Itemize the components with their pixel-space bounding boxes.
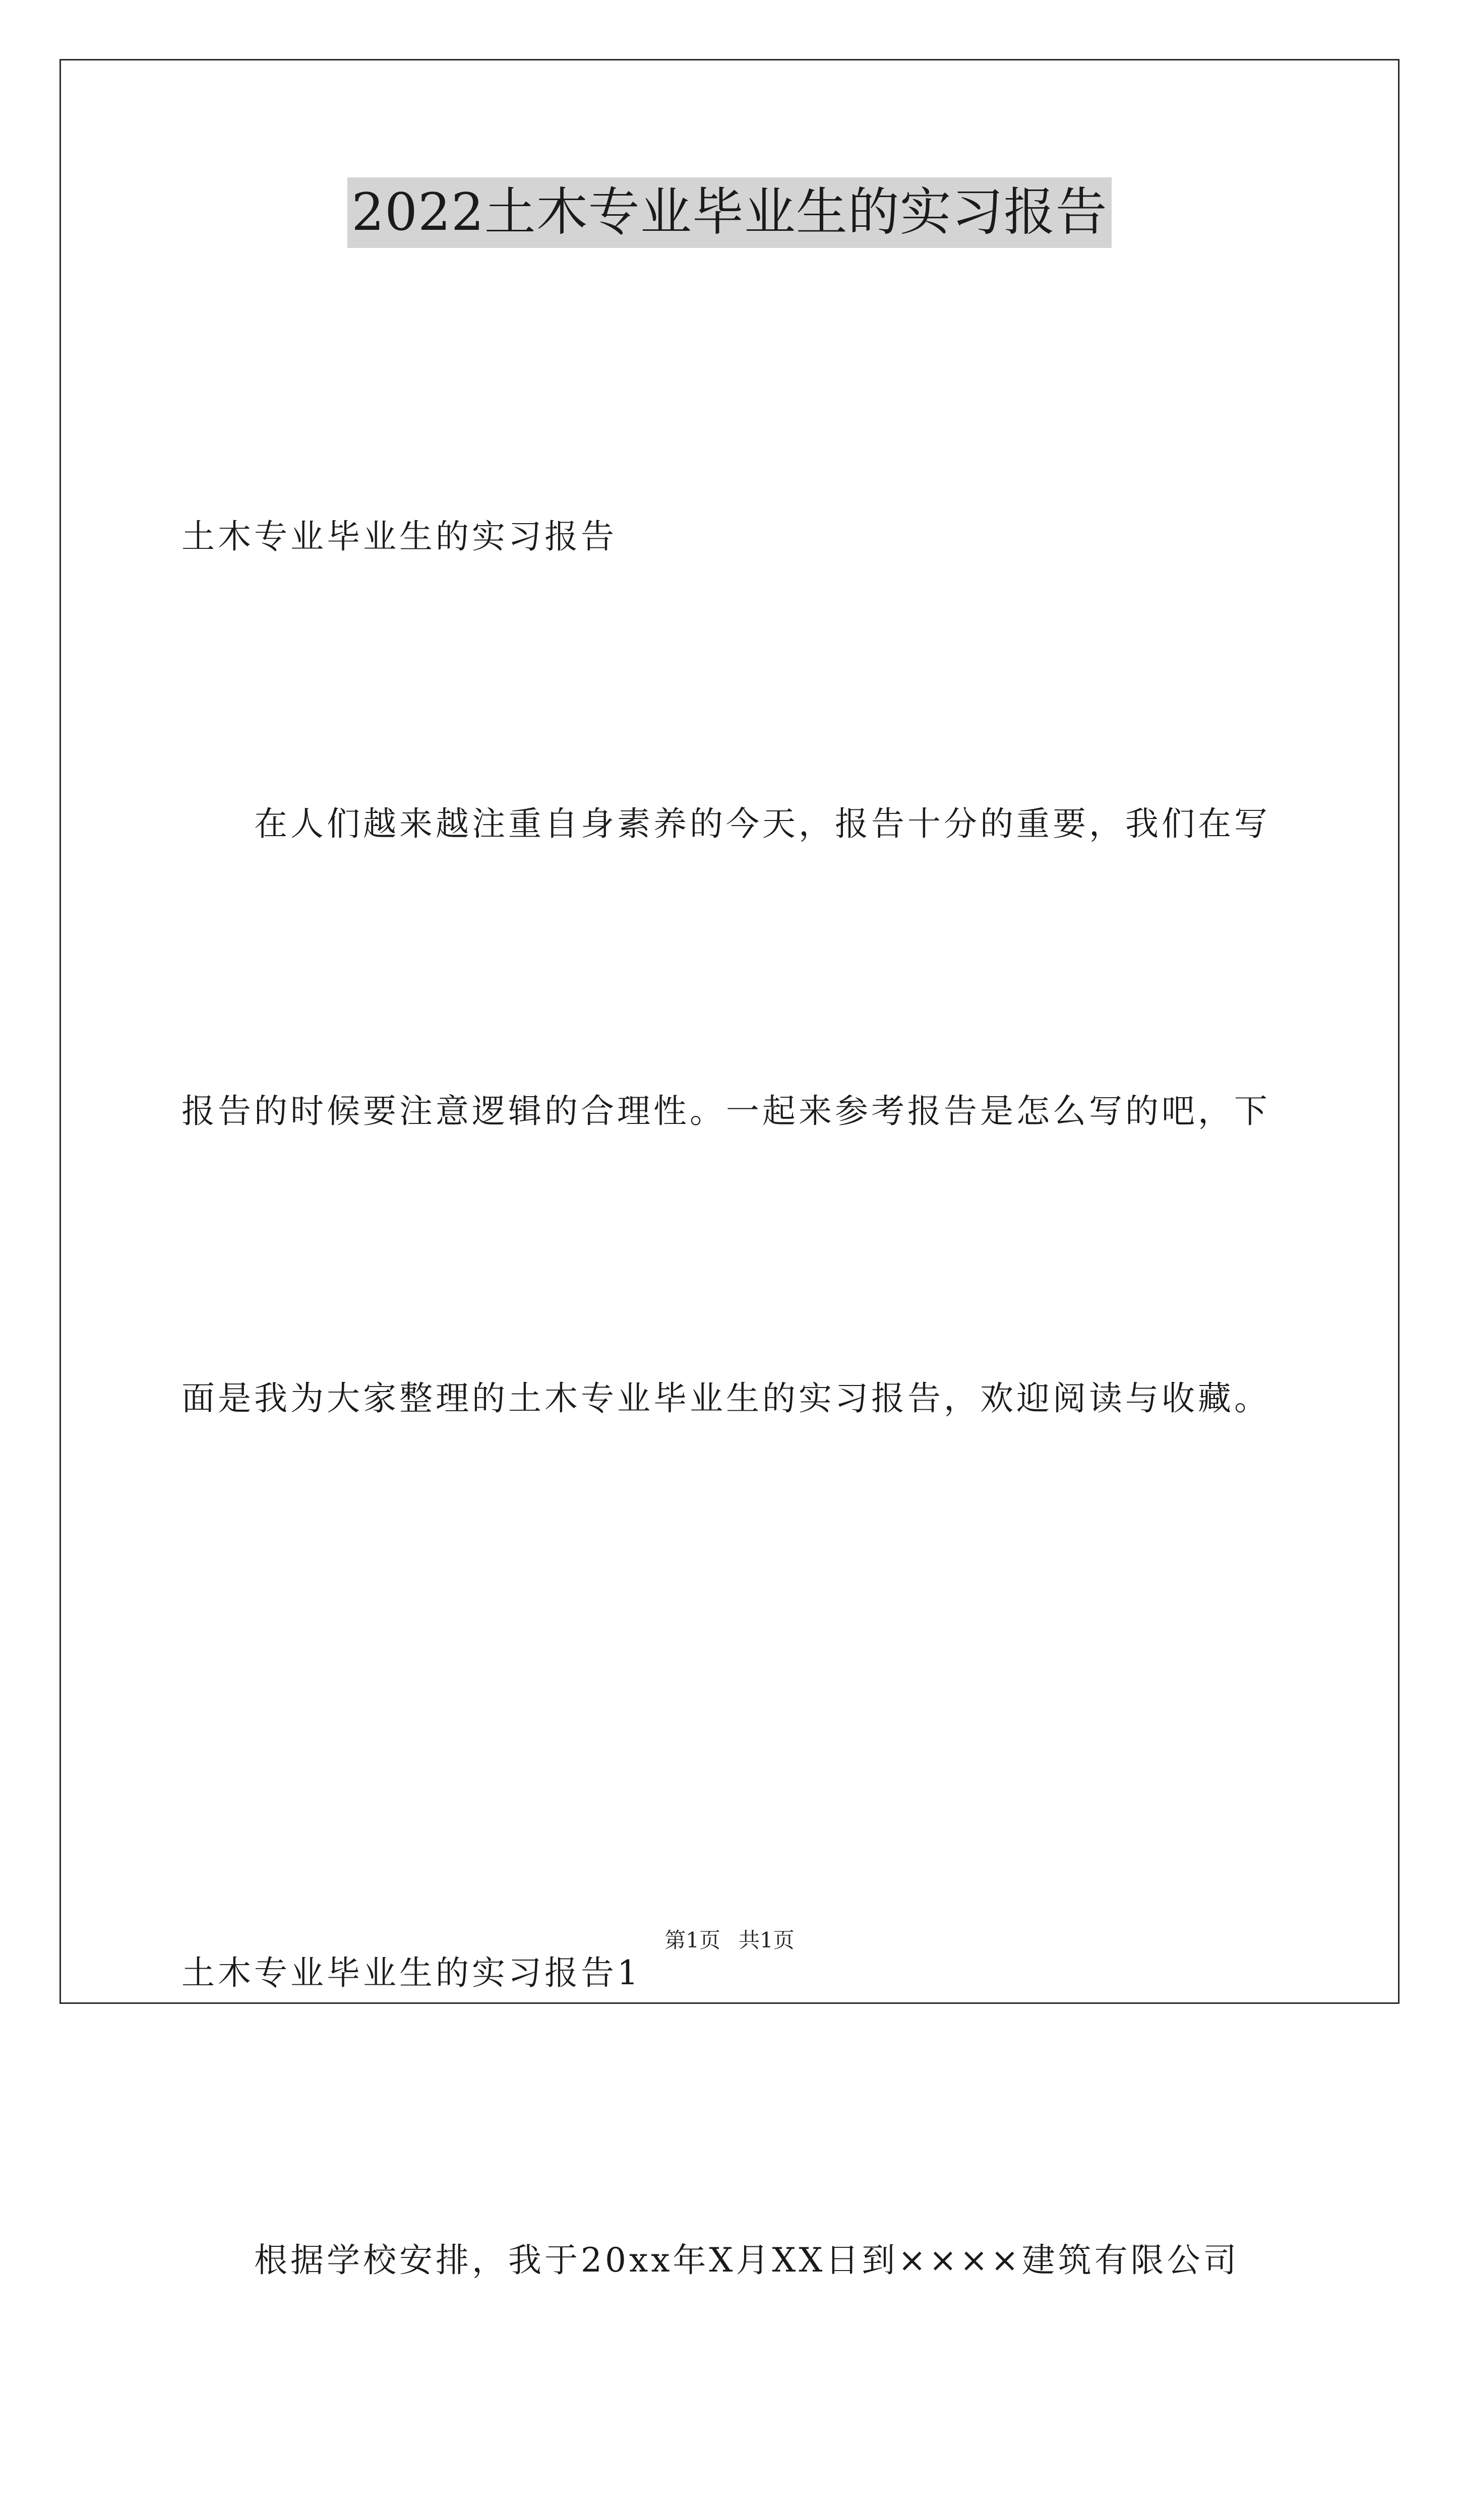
paragraph-line: 根据学校安排，我于20xx年X月XX日到××××建筑有限公司 <box>181 2241 1240 2280</box>
title-highlight: 2022土木专业毕业生的实习报告 <box>347 177 1112 248</box>
paragraph-line: 在人们越来越注重自身素养的今天，报告十分的重要，我们在写 <box>181 804 1270 843</box>
paragraph-line: 面是我为大家整理的土木专业毕业生的实习报告，欢迎阅读与收藏。 <box>181 1379 1270 1418</box>
blank-line <box>181 1638 1291 1734</box>
document-title <box>0 177 1459 248</box>
paragraph-line: 报告的时候要注意逻辑的合理性。一起来参考报告是怎么写的吧，下 <box>181 1092 1270 1130</box>
document-body <box>181 297 1291 2520</box>
heading-line: 土木专业毕业生的实习报告1 <box>181 1954 641 1992</box>
heading-line: 土木专业毕业生的实习报告 <box>181 517 617 556</box>
page-footer <box>0 1926 1459 1955</box>
page-number: 第1页 <box>664 1928 720 1952</box>
paragraph-line <box>181 2500 1291 2520</box>
page-total: 共1页 <box>739 1928 795 1952</box>
